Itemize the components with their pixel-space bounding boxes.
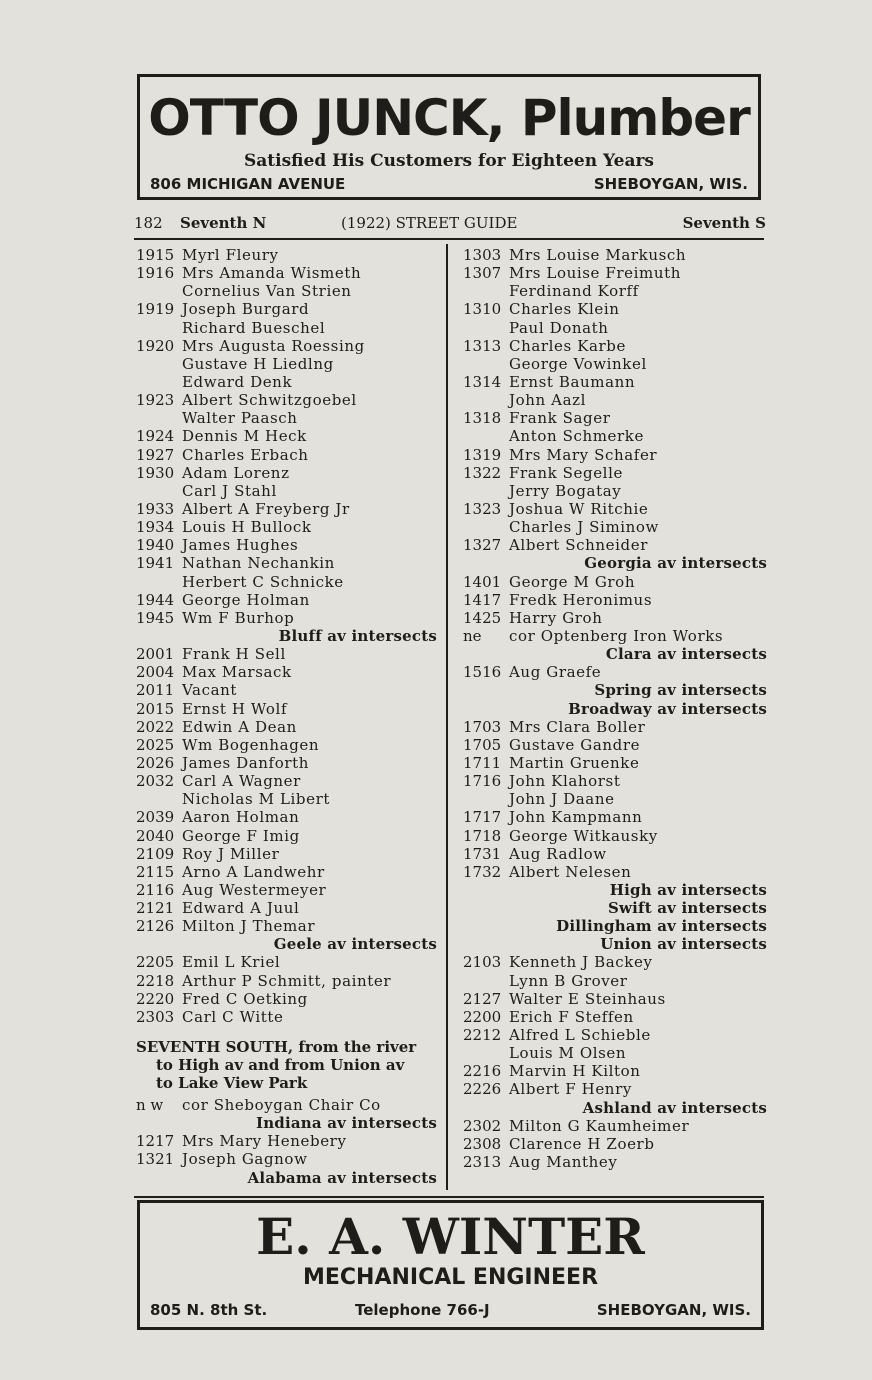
right-column xyxy=(463,246,767,1171)
intersection-heading-text: Dillingham av intersects xyxy=(556,917,767,936)
house-number: 2001 xyxy=(136,645,175,664)
resident-name: Paul Donath xyxy=(509,318,609,337)
resident-row xyxy=(136,536,437,554)
resident-row xyxy=(136,736,437,754)
resident-row xyxy=(463,736,767,754)
resident-row xyxy=(463,482,767,500)
resident-name: Gustave H Liedlng xyxy=(182,354,334,373)
resident-name: Charles Klein xyxy=(509,300,620,319)
house-number: 2109 xyxy=(136,844,175,863)
resident-name: Milton G Kaumheimer xyxy=(509,1116,690,1135)
house-number: 1321 xyxy=(136,1150,175,1169)
resident-name: Charles Karbe xyxy=(509,336,626,355)
section-heading-line: to High av and from Union av xyxy=(156,1056,405,1075)
resident-name: Carl C Witte xyxy=(182,1007,284,1026)
house-number: 1945 xyxy=(136,608,175,627)
house-number: 1934 xyxy=(136,518,175,537)
resident-row xyxy=(463,863,767,881)
column-divider xyxy=(446,244,448,1190)
house-number: 1313 xyxy=(463,336,502,355)
resident-row xyxy=(463,573,767,591)
house-number: 1327 xyxy=(463,536,502,555)
resident-row xyxy=(463,391,767,409)
house-number: 2127 xyxy=(463,989,502,1008)
house-number: 1417 xyxy=(463,590,502,609)
resident-name: Roy J Miller xyxy=(182,844,280,863)
house-number: 2302 xyxy=(463,1116,502,1135)
resident-row xyxy=(136,319,437,337)
resident-row xyxy=(463,591,767,609)
house-number: 2121 xyxy=(136,899,175,918)
resident-name: Cornelius Van Strien xyxy=(182,282,352,301)
resident-name: George Vowinkel xyxy=(509,354,647,373)
house-number: 2039 xyxy=(136,808,175,827)
house-number: 1930 xyxy=(136,463,175,482)
resident-name: Milton J Themar xyxy=(182,917,316,936)
house-number: 1718 xyxy=(463,826,502,845)
resident-name: Mrs Mary Schafer xyxy=(509,445,658,464)
intersection-heading xyxy=(136,1169,437,1187)
resident-row xyxy=(136,464,437,482)
resident-name: Mrs Louise Freimuth xyxy=(509,264,682,283)
resident-row xyxy=(136,990,437,1008)
house-number: 1310 xyxy=(463,300,502,319)
house-number: 1307 xyxy=(463,264,502,283)
resident-row xyxy=(463,264,767,282)
resident-row xyxy=(136,772,437,790)
resident-row xyxy=(136,337,437,355)
resident-row xyxy=(463,845,767,863)
resident-name: Aug Manthey xyxy=(509,1153,618,1172)
resident-row xyxy=(463,627,767,645)
resident-row xyxy=(136,500,437,518)
resident-row xyxy=(463,464,767,482)
intersection-heading-text: Georgia av intersects xyxy=(584,554,767,573)
top-ad-address: 806 MICHIGAN AVENUE xyxy=(150,175,346,193)
intersection-heading xyxy=(136,935,437,953)
header-right-street: Seventh S xyxy=(682,214,766,232)
resident-name: Albert F Henry xyxy=(509,1080,632,1099)
section-heading-line: SEVENTH SOUTH, from the river xyxy=(136,1038,417,1057)
header-center: (1922) STREET GUIDE xyxy=(341,214,518,232)
resident-row xyxy=(136,827,437,845)
section-heading xyxy=(136,1038,437,1092)
resident-name: Gustave Gandre xyxy=(509,735,641,754)
resident-row xyxy=(136,427,437,445)
house-number: 2116 xyxy=(136,880,175,899)
resident-row xyxy=(136,681,437,699)
resident-name: Frank Sager xyxy=(509,409,611,428)
house-number: 1919 xyxy=(136,300,175,319)
house-number: 2103 xyxy=(463,953,502,972)
intersection-heading-text: Alabama av intersects xyxy=(247,1168,437,1187)
resident-name: John J Daane xyxy=(509,790,615,809)
top-ad-title: OTTO JUNCK, Plumber xyxy=(148,89,750,147)
footer-rule xyxy=(134,1196,764,1198)
header-left-street: Seventh N xyxy=(180,214,267,232)
resident-name: Albert Schwitzgoebel xyxy=(182,391,357,410)
house-number: 1703 xyxy=(463,717,502,736)
intersection-heading xyxy=(463,917,767,935)
resident-row xyxy=(136,808,437,826)
house-number: 1732 xyxy=(463,862,502,881)
resident-name: Mrs Louise Markusch xyxy=(509,246,687,264)
resident-name: Aug Westermeyer xyxy=(182,880,327,899)
intersection-heading xyxy=(463,681,767,699)
resident-name: Fred C Oetking xyxy=(182,989,308,1008)
house-number: 1941 xyxy=(136,554,175,573)
resident-row xyxy=(136,1008,437,1026)
resident-name: Anton Schmerke xyxy=(509,427,644,446)
resident-row xyxy=(136,518,437,536)
house-number: 1920 xyxy=(136,336,175,355)
resident-name: Ernst H Wolf xyxy=(182,699,288,718)
resident-row xyxy=(136,972,437,990)
house-number: 2126 xyxy=(136,917,175,936)
resident-name: Edward Denk xyxy=(182,372,293,391)
resident-name: Joseph Gagnow xyxy=(182,1150,308,1169)
resident-name: Kenneth J Backey xyxy=(509,953,653,972)
resident-row xyxy=(463,536,767,554)
resident-name: Nathan Nechankin xyxy=(182,554,335,573)
resident-name: Aug Radlow xyxy=(509,844,607,863)
resident-row xyxy=(463,1044,767,1062)
resident-name: Albert Schneider xyxy=(509,536,648,555)
resident-row xyxy=(463,953,767,971)
resident-name: Carl A Wagner xyxy=(182,772,301,791)
resident-name: Albert A Freyberg Jr xyxy=(182,499,350,518)
house-number: 2032 xyxy=(136,772,175,791)
resident-name: Emil L Kriel xyxy=(182,953,281,972)
resident-row xyxy=(136,355,437,373)
resident-row xyxy=(136,554,437,572)
intersection-heading xyxy=(463,554,767,572)
house-number: 2115 xyxy=(136,862,175,881)
resident-name: James Danforth xyxy=(182,753,309,772)
house-number: 1516 xyxy=(463,663,502,682)
resident-row xyxy=(136,1096,437,1114)
resident-row xyxy=(463,1117,767,1135)
resident-name: Jerry Bogatay xyxy=(509,481,622,500)
house-number: 1425 xyxy=(463,608,502,627)
resident-name: cor Optenberg Iron Works xyxy=(509,626,724,645)
resident-name: George F Imig xyxy=(182,826,300,845)
house-number: 1314 xyxy=(463,372,502,391)
resident-row xyxy=(136,663,437,681)
resident-name: Vacant xyxy=(182,681,238,700)
resident-name: Marvin H Kilton xyxy=(509,1062,641,1081)
resident-row xyxy=(463,1080,767,1098)
top-ad-city: SHEBOYGAN, WIS. xyxy=(593,175,748,193)
resident-name: Adam Lorenz xyxy=(182,463,290,482)
resident-name: cor Sheboygan Chair Co xyxy=(182,1096,381,1115)
intersection-heading-text: Broadway av intersects xyxy=(568,699,767,718)
bottom-advertisement xyxy=(137,1200,764,1330)
resident-row xyxy=(136,881,437,899)
house-number: 1927 xyxy=(136,445,175,464)
resident-row xyxy=(463,500,767,518)
house-number: 1319 xyxy=(463,445,502,464)
intersection-heading-text: High av intersects xyxy=(609,880,767,899)
resident-row xyxy=(136,246,437,264)
resident-name: Edwin A Dean xyxy=(182,717,297,736)
house-number: 2308 xyxy=(463,1134,502,1153)
house-number: 1731 xyxy=(463,844,502,863)
resident-row xyxy=(136,899,437,917)
bottom-ad-phone: Telephone 766-J xyxy=(355,1301,490,1319)
house-number: 1217 xyxy=(136,1132,175,1151)
resident-name: Mrs Mary Henebery xyxy=(182,1132,347,1151)
resident-row xyxy=(136,700,437,718)
resident-row xyxy=(463,790,767,808)
house-number: 2022 xyxy=(136,717,175,736)
intersection-heading xyxy=(136,627,437,645)
resident-name: James Hughes xyxy=(182,536,299,555)
header-rule xyxy=(134,238,764,240)
intersection-heading-text: Indiana av intersects xyxy=(255,1114,437,1133)
house-number: 1323 xyxy=(463,499,502,518)
intersection-heading xyxy=(463,935,767,953)
intersection-heading-text: Spring av intersects xyxy=(594,681,767,700)
house-number: 1916 xyxy=(136,264,175,283)
page-number: 182 xyxy=(134,214,163,232)
left-column xyxy=(136,246,437,1187)
resident-row xyxy=(463,409,767,427)
resident-row xyxy=(463,282,767,300)
resident-row xyxy=(136,609,437,627)
resident-row xyxy=(136,282,437,300)
intersection-heading-text: Ashland av intersects xyxy=(582,1098,767,1117)
resident-name: Ernst Baumann xyxy=(509,372,636,391)
resident-name: Dennis M Heck xyxy=(182,427,307,446)
intersection-heading-text: Geele av intersects xyxy=(273,935,437,954)
resident-row xyxy=(463,319,767,337)
resident-row xyxy=(136,645,437,663)
resident-name: Charles J Siminow xyxy=(509,518,659,537)
resident-row xyxy=(136,391,437,409)
resident-row xyxy=(463,718,767,736)
resident-name: Harry Groh xyxy=(509,608,603,627)
resident-name: Lynn B Grover xyxy=(509,971,628,990)
resident-name: Martin Gruenke xyxy=(509,753,640,772)
resident-row xyxy=(136,573,437,591)
resident-name: Joseph Burgard xyxy=(182,300,310,319)
house-number: 2212 xyxy=(463,1026,502,1045)
intersection-heading-text: Swift av intersects xyxy=(608,899,767,918)
house-number: 1705 xyxy=(463,735,502,754)
resident-name: Edward A Juul xyxy=(182,899,300,918)
intersection-heading xyxy=(463,700,767,718)
resident-row xyxy=(463,427,767,445)
resident-row xyxy=(463,754,767,772)
house-number: 1933 xyxy=(136,499,175,518)
resident-row xyxy=(136,790,437,808)
house-number: 2313 xyxy=(463,1153,502,1172)
resident-row xyxy=(136,591,437,609)
resident-name: Arno A Landwehr xyxy=(182,862,325,881)
resident-row xyxy=(463,1026,767,1044)
intersection-heading xyxy=(463,881,767,899)
resident-row xyxy=(463,1062,767,1080)
resident-row xyxy=(136,264,437,282)
house-number: 2303 xyxy=(136,1007,175,1026)
house-number: 2200 xyxy=(463,1007,502,1026)
resident-row xyxy=(136,1132,437,1150)
bottom-ad-title: E. A. WINTER xyxy=(256,1207,645,1266)
resident-row xyxy=(463,373,767,391)
resident-row xyxy=(136,482,437,500)
resident-name: Albert Nelesen xyxy=(509,862,632,881)
resident-row xyxy=(463,972,767,990)
resident-name: Aug Graefe xyxy=(509,663,602,682)
resident-row xyxy=(136,953,437,971)
resident-name: John Aazl xyxy=(509,391,587,410)
resident-name: Mrs Augusta Roessing xyxy=(182,336,365,355)
house-number: 2216 xyxy=(463,1062,502,1081)
resident-row xyxy=(463,1135,767,1153)
intersection-heading-text: Union av intersects xyxy=(600,935,767,954)
resident-name: Frank Segelle xyxy=(509,463,623,482)
resident-name: Joshua W Ritchie xyxy=(509,499,649,518)
resident-name: Aaron Holman xyxy=(182,808,300,827)
house-number: 2226 xyxy=(463,1080,502,1099)
intersection-heading xyxy=(463,1099,767,1117)
resident-row xyxy=(136,718,437,736)
house-number: n w xyxy=(136,1096,164,1115)
house-number: 1322 xyxy=(463,463,502,482)
bottom-ad-address: 805 N. 8th St. xyxy=(150,1301,268,1319)
resident-row xyxy=(463,827,767,845)
resident-row xyxy=(463,990,767,1008)
house-number: 1401 xyxy=(463,572,502,591)
house-number: ne xyxy=(463,626,482,645)
house-number: 1923 xyxy=(136,391,175,410)
house-number: 1940 xyxy=(136,536,175,555)
resident-name: Max Marsack xyxy=(182,663,292,682)
resident-name: Nicholas M Libert xyxy=(182,790,330,809)
resident-row xyxy=(136,409,437,427)
top-ad-tagline: Satisfied His Customers for Eighteen Years xyxy=(243,151,655,171)
resident-row xyxy=(463,609,767,627)
resident-row xyxy=(136,373,437,391)
resident-row xyxy=(463,246,767,264)
resident-name: Louis M Olsen xyxy=(509,1044,627,1063)
resident-name: John Kampmann xyxy=(509,808,643,827)
house-number: 1318 xyxy=(463,409,502,428)
resident-name: Walter Paasch xyxy=(182,409,298,428)
resident-name: Charles Erbach xyxy=(182,445,309,464)
resident-row xyxy=(463,1008,767,1026)
resident-name: Ferdinand Korff xyxy=(509,282,639,301)
house-number: 1717 xyxy=(463,808,502,827)
intersection-heading xyxy=(136,1114,437,1132)
house-number: 2026 xyxy=(136,753,175,772)
house-number: 2220 xyxy=(136,989,175,1008)
house-number: 1915 xyxy=(136,246,175,264)
bottom-ad-subtitle: MECHANICAL ENGINEER xyxy=(302,1265,599,1290)
house-number: 1716 xyxy=(463,772,502,791)
house-number: 1944 xyxy=(136,590,175,609)
house-number: 2015 xyxy=(136,699,175,718)
resident-row xyxy=(463,663,767,681)
resident-name: Fredk Heronimus xyxy=(509,590,653,609)
house-number: 1303 xyxy=(463,246,502,264)
resident-name: Frank H Sell xyxy=(182,645,286,664)
resident-row xyxy=(136,863,437,881)
resident-row xyxy=(463,808,767,826)
intersection-heading-text: Bluff av intersects xyxy=(278,626,437,645)
resident-row xyxy=(463,300,767,318)
resident-row xyxy=(463,518,767,536)
intersection-heading xyxy=(463,645,767,663)
resident-name: Mrs Clara Boller xyxy=(509,717,646,736)
resident-row xyxy=(463,337,767,355)
resident-name: Clarence H Zoerb xyxy=(509,1134,655,1153)
resident-name: Mrs Amanda Wismeth xyxy=(182,264,362,283)
section-heading-line: to Lake View Park xyxy=(156,1074,308,1093)
resident-name: Wm F Burhop xyxy=(182,608,295,627)
resident-name: Carl J Stahl xyxy=(182,481,277,500)
resident-name: John Klahorst xyxy=(509,772,621,791)
resident-row xyxy=(463,772,767,790)
house-number: 2205 xyxy=(136,953,175,972)
resident-name: George Holman xyxy=(182,590,310,609)
intersection-heading-text: Clara av intersects xyxy=(605,645,767,664)
resident-name: Walter E Steinhaus xyxy=(509,989,666,1008)
resident-row xyxy=(136,917,437,935)
resident-row xyxy=(463,446,767,464)
resident-row xyxy=(136,446,437,464)
resident-name: Richard Bueschel xyxy=(182,318,326,337)
resident-row xyxy=(136,754,437,772)
resident-name: Herbert C Schnicke xyxy=(182,572,344,591)
house-number: 2040 xyxy=(136,826,175,845)
resident-name: Alfred L Schieble xyxy=(509,1026,651,1045)
resident-row xyxy=(136,300,437,318)
resident-row xyxy=(463,1153,767,1171)
house-number: 2218 xyxy=(136,971,175,990)
resident-name: George Witkausky xyxy=(509,826,658,845)
house-number: 1711 xyxy=(463,753,502,772)
resident-name: Myrl Fleury xyxy=(182,246,279,264)
resident-name: Arthur P Schmitt, painter xyxy=(182,971,392,990)
house-number: 2025 xyxy=(136,735,175,754)
house-number: 1924 xyxy=(136,427,175,446)
resident-name: Louis H Bullock xyxy=(182,518,312,537)
intersection-heading xyxy=(463,899,767,917)
house-number: 2004 xyxy=(136,663,175,682)
resident-name: George M Groh xyxy=(509,572,636,591)
house-number: 2011 xyxy=(136,681,175,700)
resident-name: Wm Bogenhagen xyxy=(182,735,320,754)
resident-row xyxy=(136,1150,437,1168)
resident-row xyxy=(136,845,437,863)
bottom-ad-city: SHEBOYGAN, WIS. xyxy=(596,1301,751,1319)
top-advertisement xyxy=(137,74,761,200)
resident-name: Erich F Steffen xyxy=(509,1007,634,1026)
resident-row xyxy=(463,355,767,373)
